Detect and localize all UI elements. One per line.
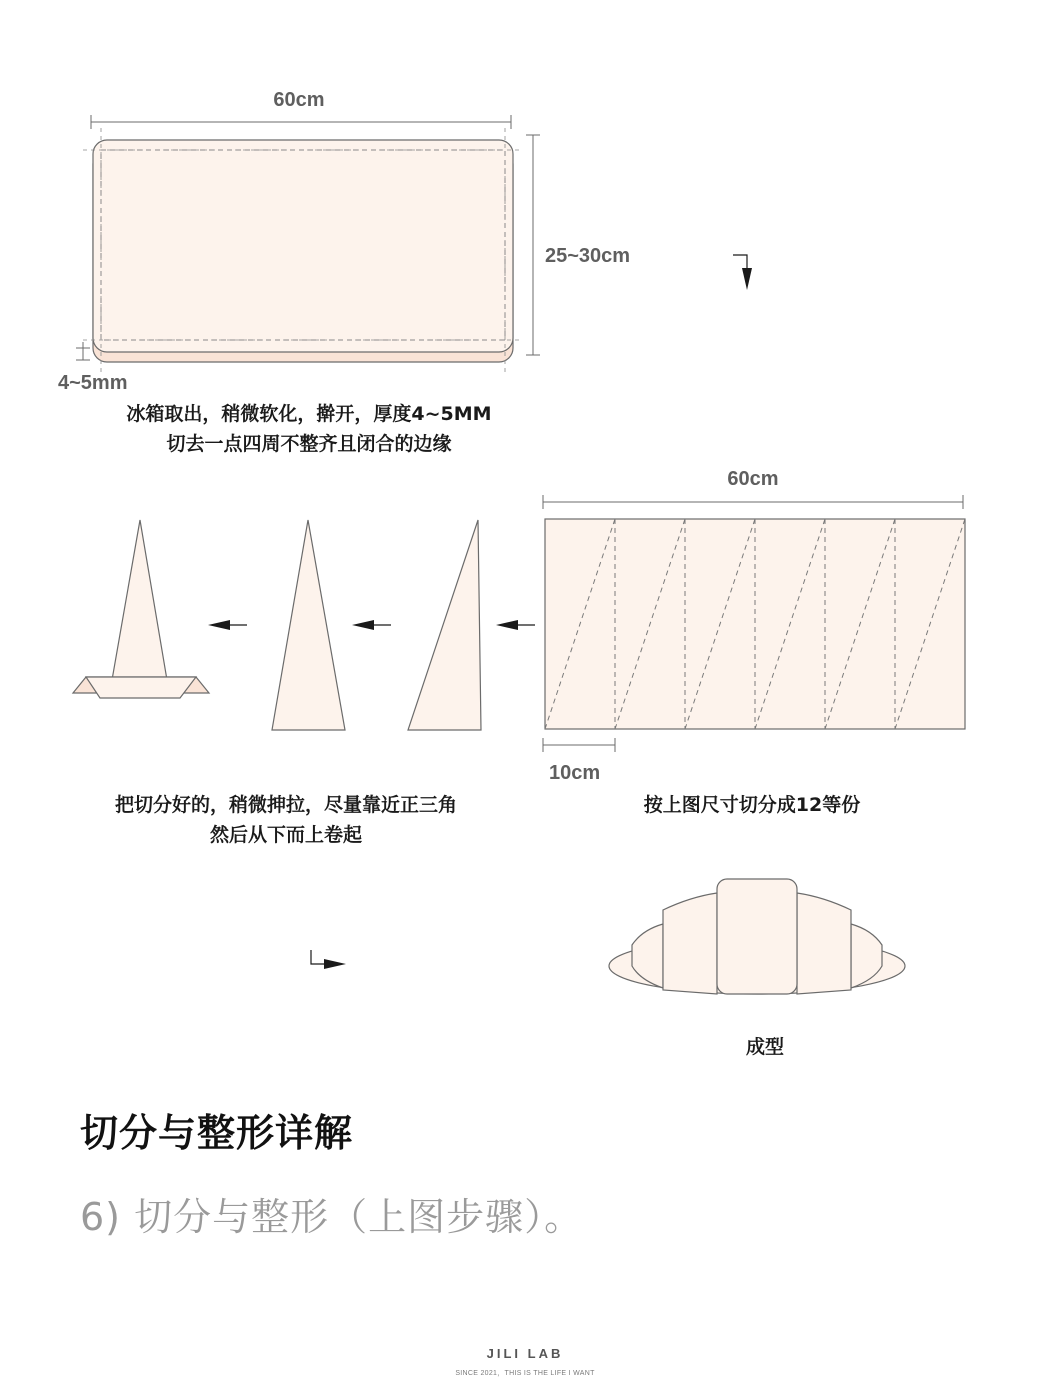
thickness-label: 4~5mm (58, 372, 128, 394)
height-dimension (526, 135, 630, 355)
height-label: 25~30cm (545, 245, 631, 267)
step3-shaping (73, 520, 481, 846)
brand-logo: JILI LAB (486, 1346, 564, 1361)
width-dimension (91, 89, 511, 129)
stretched-triangle (272, 520, 345, 730)
flow-arrow-right-icon (311, 950, 346, 969)
brand-tagline: SINCE 2021，THIS IS THE LIFE I WANT (455, 1370, 595, 1377)
rolling-triangle (73, 520, 209, 698)
flow-arrow-left-icon (352, 620, 391, 630)
cut-width-dimension (543, 468, 963, 509)
step2-cut-sheet (543, 468, 965, 816)
step1-rolled-dough (58, 89, 630, 455)
section-heading: 切分与整形详解 (80, 1111, 354, 1155)
step1-caption-line2: 切去一点四周不整齐且闭合的边缘 (166, 433, 452, 455)
step4-croissant (609, 879, 905, 1058)
segment-label: 10cm (549, 762, 601, 784)
step3-caption-line2: 然后从下而上卷起 (209, 824, 363, 846)
flow-arrow-left-icon (496, 620, 535, 630)
width-label: 60cm (273, 89, 325, 111)
step-description: 6) 切分与整形（上图步骤）。 (80, 1195, 584, 1239)
flow-arrow-left-icon (208, 620, 247, 630)
step3-caption-line1: 把切分好的，稍微抻拉，尽量靠近正三角 (114, 794, 458, 816)
flow-arrow-down-icon (733, 255, 752, 290)
dough-sheet (93, 140, 513, 352)
step4-caption: 成型 (745, 1036, 785, 1058)
step1-caption-line1: 冰箱取出，稍微软化，擀开，厚度4~5MM (126, 403, 492, 425)
step2-caption: 按上图尺寸切分成12等份 (643, 794, 861, 816)
cut-triangle (408, 520, 481, 730)
segment-dimension (543, 738, 615, 784)
cut-width-label: 60cm (727, 468, 779, 490)
